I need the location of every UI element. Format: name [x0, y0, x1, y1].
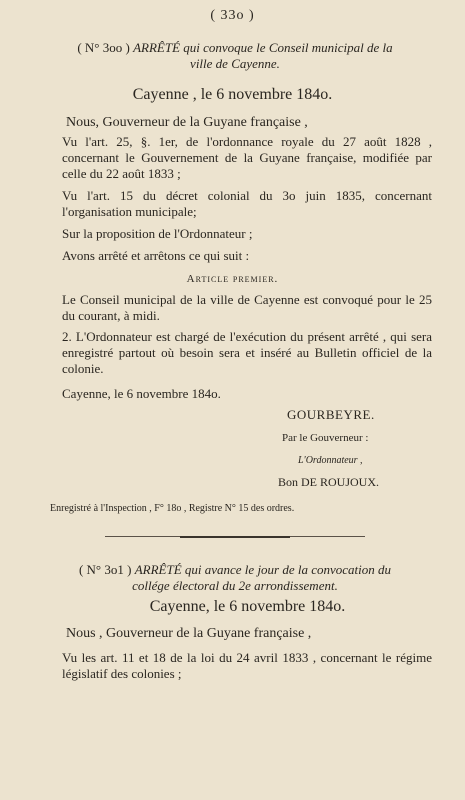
- section-divider: [0, 536, 465, 538]
- article-1-text: Le Conseil municipal de la ville de Cayenne est convoqué pour le 25 du courant, à midi.: [62, 292, 432, 323]
- arrete-300-proposition: Sur la proposition de l'Ordonnateur ;: [62, 226, 253, 241]
- arrete-300-title-cont: ville de Cayenne.: [190, 56, 280, 71]
- arrete-301-nous: Nous , Gouverneur de la Guyane française ,: [66, 626, 312, 641]
- arrete-300-title: ARRÊTÉ qui convoque le Conseil municipal de la: [133, 40, 393, 55]
- article-premier-heading: Article premier.: [186, 273, 279, 285]
- arrete-300-closing-date: Cayenne, le 6 novembre 184o.: [62, 386, 221, 401]
- arrete-301-title: ARRÊTÉ qui avance le jour de la convocation du: [134, 562, 392, 577]
- arrete-301-vu-1: Vu les art. 11 et 18 de la loi du 24 avril 1833 , concernant le régime législatif des colonies ;: [62, 650, 432, 681]
- registration-note: Enregistré à l'Inspection , F° 18o , Registre N° 15 des ordres.: [50, 503, 295, 514]
- arrete-301-place-date: Cayenne, le 6 novembre 184o.: [149, 598, 346, 615]
- page-number: ( 33o ): [210, 8, 255, 23]
- arrete-300-vu-1: Vu l'art. 25, §. 1er, de l'ordonnance royale du 27 août 1828 , concernant le Gouvernement de la Guyane française, modifiée par celle du 22 août 1833 ;: [62, 134, 432, 181]
- arrete-300-place-date: Cayenne , le 6 novembre 184o.: [132, 86, 333, 103]
- arrete-300-vu-2: Vu l'art. 15 du décret colonial du 3o juin 1835, concernant l'organisation municipale;: [62, 188, 432, 219]
- arrete-301-number: ( N° 3o1 ): [78, 562, 132, 577]
- arrete-300-number: ( N° 3oo ): [77, 40, 130, 55]
- arrete-300-nous: Nous, Gouverneur de la Guyane française ,: [66, 115, 308, 130]
- par-le-gouverneur: Par le Gouverneur :: [282, 432, 369, 444]
- arrete-300-heading: [30, 40, 440, 72]
- arrete-301-title-cont: collége électoral du 2e arrondissement.: [132, 578, 338, 593]
- countersignature: Bon DE ROUJOUX.: [278, 475, 380, 489]
- arrete-300-avons: Avons arrêté et arrêtons ce qui suit :: [62, 248, 250, 263]
- article-2-text: 2. L'Ordonnateur est chargé de l'exécution du présent arrêté , qui sera enregistré partout où besoin sera et inséré au Bulletin officiel de la colonie.: [62, 329, 432, 376]
- governor-signature: GOURBEYRE.: [287, 407, 375, 422]
- arrete-301-heading: [30, 562, 440, 594]
- ordonnateur-label: L'Ordonnateur ,: [298, 455, 363, 466]
